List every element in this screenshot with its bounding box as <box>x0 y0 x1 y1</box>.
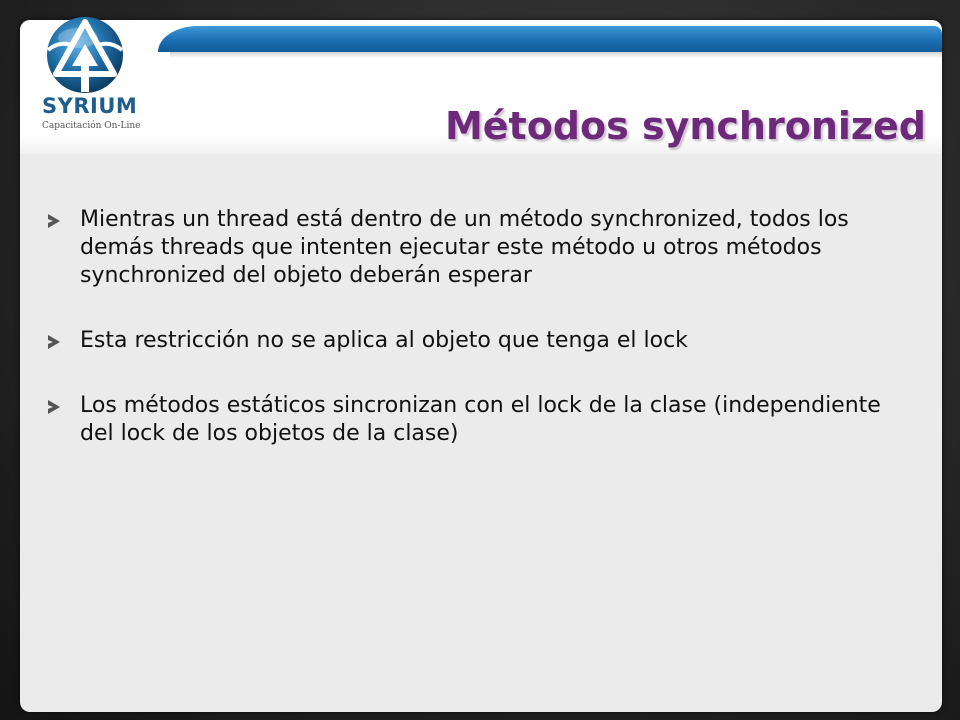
bullet-text: Mientras un thread está dentro de un método synchronized, todos los demás threads que intenten ejecutar este método u otros métodos synchronized del objeto deberán esperar <box>80 207 849 288</box>
bullet-text: Esta restricción no se aplica al objeto que tenga el lock <box>80 328 688 353</box>
bullet-text: Los métodos estáticos sincronizan con el lock de la clase (independiente del lock de los objetos de la clase) <box>80 393 881 446</box>
arrow-bullet-icon <box>48 214 60 228</box>
header-accent-bar <box>158 26 942 52</box>
syrium-triangle-emblem-icon <box>40 10 130 100</box>
bullet-item <box>48 206 898 290</box>
bullet-list <box>48 206 898 485</box>
logo-name: SYRIUM <box>42 94 138 118</box>
syrium-logo <box>36 10 166 140</box>
bullet-item <box>48 392 898 448</box>
arrow-bullet-icon <box>48 400 60 414</box>
slide-title: Métodos synchronized <box>444 104 926 148</box>
bullet-item <box>48 327 898 355</box>
header-accent-shadow <box>170 52 942 58</box>
logo-tagline: Capacitación On-Line <box>42 121 141 131</box>
arrow-bullet-icon <box>48 335 60 349</box>
